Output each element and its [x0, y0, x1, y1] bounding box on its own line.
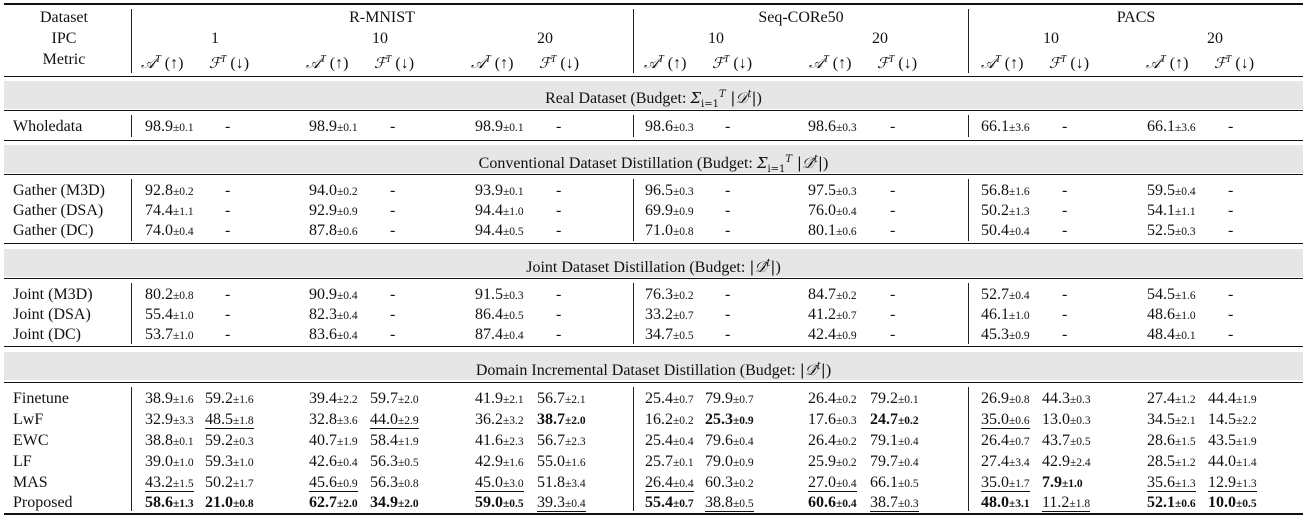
- col-separator: [131, 283, 132, 344]
- row-label: MAS: [13, 474, 48, 491]
- table-cell: -: [1228, 182, 1234, 199]
- row-label: Finetune: [13, 390, 69, 407]
- table-cell: 16.2±0.2: [645, 411, 694, 428]
- header-label-dataset: Dataset: [40, 9, 88, 26]
- table-cell: 82.3±0.4: [309, 306, 358, 323]
- table-cell: 41.9±2.1: [475, 390, 524, 407]
- table-cell: 66.1±3.6: [1147, 118, 1196, 135]
- col-separator: [633, 387, 634, 511]
- table-cell: -: [556, 326, 562, 343]
- section-title-text: Domain Incremental Dataset Distillation (Budget:: [475, 362, 800, 379]
- col-separator: [633, 179, 634, 241]
- table-cell: -: [1228, 306, 1234, 323]
- table-cell: 36.2±3.2: [475, 411, 524, 428]
- table-cell: 60.6±0.4: [808, 494, 857, 511]
- metric-accuracy-header: 𝒜$^T$ (↑): [471, 54, 514, 72]
- ipc-rmnist-20: 20: [537, 30, 553, 47]
- table-cell: -: [1062, 306, 1068, 323]
- table-cell: 94.4±0.5: [475, 222, 524, 239]
- metric-accuracy-header: 𝒜$^T$ (↑): [141, 54, 184, 72]
- table-cell: 12.9±1.3: [1208, 474, 1257, 491]
- table-cell: 91.5±0.3: [475, 286, 524, 303]
- table-cell: 59.7±2.0: [370, 390, 419, 407]
- table-cell: 45.3±0.9: [981, 326, 1030, 343]
- rule: [4, 382, 1303, 383]
- table-cell: -: [556, 118, 562, 135]
- table-cell: 40.7±1.9: [309, 432, 358, 449]
- table-cell: 79.7±0.4: [870, 453, 919, 470]
- table-cell: -: [556, 202, 562, 219]
- table-cell: 28.6±1.5: [1147, 432, 1196, 449]
- metric-forgetting-header: ℱ$^T$ (↓): [1049, 54, 1090, 72]
- table-cell: 43.7±0.5: [1042, 432, 1091, 449]
- table-cell: 28.5±1.2: [1147, 453, 1196, 470]
- table-cell: 54.1±1.1: [1147, 202, 1196, 219]
- header-label-ipc: IPC: [51, 30, 77, 47]
- table-cell: 32.8±3.6: [309, 411, 358, 428]
- table-cell: -: [390, 118, 396, 135]
- metric-accuracy-header: 𝒜$^T$ (↑): [981, 54, 1024, 72]
- table-cell: -: [1228, 202, 1234, 219]
- metric-accuracy-header: 𝒜$^T$ (↑): [306, 54, 349, 72]
- table-cell: 80.1±0.6: [808, 222, 857, 239]
- table-cell: 44.3±0.3: [1042, 390, 1091, 407]
- table-cell: 44.4±1.9: [1208, 390, 1257, 407]
- table-cell: 34.7±0.5: [645, 326, 694, 343]
- table-cell: 26.4±0.2: [808, 432, 857, 449]
- section-title-conventional: Conventional Dataset Distillation (Budget: $\Sigma_{i=1}^T$ |𝒟̂$^t$|): [478, 154, 829, 175]
- table-cell: 25.9±0.2: [808, 453, 857, 470]
- metric-accuracy-header: 𝒜$^T$ (↑): [644, 54, 687, 72]
- table-cell: -: [1228, 286, 1234, 303]
- table-cell: -: [390, 286, 396, 303]
- table-cell: -: [725, 306, 731, 323]
- table-cell: -: [890, 202, 896, 219]
- table-cell: -: [556, 222, 562, 239]
- table-cell: 87.8±0.6: [309, 222, 358, 239]
- table-cell: 41.6±2.3: [475, 432, 524, 449]
- col-separator: [131, 115, 132, 137]
- metric-forgetting-header: ℱ$^T$ (↓): [209, 54, 250, 72]
- metric-forgetting-header: ℱ$^T$ (↓): [712, 54, 753, 72]
- table-cell: 24.7±0.2: [870, 411, 919, 428]
- metric-accuracy-header: 𝒜$^T$ (↑): [1146, 54, 1189, 72]
- table-cell: 10.0±0.5: [1208, 494, 1257, 511]
- table-cell: 66.1±3.6: [981, 118, 1030, 135]
- row-label: Joint (DC): [13, 326, 81, 343]
- table-cell: 84.7±0.2: [808, 286, 857, 303]
- metric-accuracy-header: 𝒜$^T$ (↑): [809, 54, 852, 72]
- table-cell: 92.9±0.9: [309, 202, 358, 219]
- table-cell: 50.2±1.7: [205, 474, 254, 491]
- table-cell: 17.6±0.3: [808, 411, 857, 428]
- table-cell: 43.2±1.5: [145, 474, 194, 491]
- section-title-text: Conventional Dataset Distillation (Budget:: [478, 155, 757, 172]
- table-cell: -: [1062, 182, 1068, 199]
- table-cell: 14.5±2.2: [1208, 411, 1257, 428]
- table-cell: 39.4±2.2: [309, 390, 358, 407]
- table-cell: 54.5±1.6: [1147, 286, 1196, 303]
- table-cell: 27.4±3.4: [981, 453, 1030, 470]
- table-cell: -: [890, 118, 896, 135]
- table-cell: 7.9±1.0: [1042, 474, 1083, 491]
- table-cell: -: [890, 222, 896, 239]
- table-cell: 98.6±0.3: [645, 118, 694, 135]
- table-cell: 79.2±0.1: [870, 390, 919, 407]
- table-cell: 98.9±0.1: [475, 118, 524, 135]
- table-cell: 98.9±0.1: [145, 118, 194, 135]
- table-cell: -: [225, 182, 231, 199]
- row-label: Joint (M3D): [13, 286, 93, 303]
- table-cell: -: [225, 222, 231, 239]
- rule: [4, 278, 1303, 279]
- table-cell: 90.9±0.4: [309, 286, 358, 303]
- table-cell: 38.8±0.1: [145, 432, 194, 449]
- table-cell: 44.0±1.4: [1208, 453, 1257, 470]
- row-label: LwF: [13, 411, 44, 428]
- metric-forgetting-header: ℱ$^T$ (↓): [1214, 54, 1255, 72]
- table-cell: -: [390, 326, 396, 343]
- table-cell: 42.9±1.6: [475, 453, 524, 470]
- dataset-pacs: PACS: [1116, 9, 1156, 26]
- dataset-rmnist: R-MNIST: [349, 9, 415, 26]
- table-cell: 59.5±0.4: [1147, 182, 1196, 199]
- table-cell: 44.0±2.9: [370, 411, 419, 428]
- table-cell: -: [725, 326, 731, 343]
- table-cell: -: [725, 202, 731, 219]
- table-cell: 96.5±0.3: [645, 182, 694, 199]
- table-cell: 42.9±2.4: [1042, 453, 1091, 470]
- table-cell: 25.4±0.7: [645, 390, 694, 407]
- table-cell: -: [890, 326, 896, 343]
- table-cell: 94.4±1.0: [475, 202, 524, 219]
- table-cell: 66.1±0.5: [870, 474, 919, 491]
- col-separator: [968, 115, 969, 137]
- table-cell: 38.8±0.5: [705, 494, 754, 511]
- table-cell: -: [890, 286, 896, 303]
- table-cell: -: [890, 182, 896, 199]
- table-cell: 56.3±0.5: [370, 453, 419, 470]
- table-cell: 45.0±3.0: [475, 474, 524, 491]
- table-cell: 35.6±1.3: [1147, 474, 1196, 491]
- table-cell: -: [725, 118, 731, 135]
- table-cell: 39.0±1.0: [145, 453, 194, 470]
- table-cell: 35.0±1.7: [981, 474, 1030, 491]
- table-cell: 26.4±0.7: [981, 432, 1030, 449]
- section-title-joint: Joint Dataset Distillation (Budget: |𝒟̂$^t$|): [526, 258, 781, 276]
- top-rule: [4, 3, 1303, 5]
- table-cell: 48.0±3.1: [981, 494, 1030, 511]
- table-cell: 60.3±0.2: [705, 474, 754, 491]
- col-separator: [131, 387, 132, 511]
- table-cell: 43.5±1.9: [1208, 432, 1257, 449]
- row-label: Gather (M3D): [13, 182, 105, 199]
- table-cell: -: [225, 326, 231, 343]
- section-title-text: Joint Dataset Distillation (Budget:: [526, 259, 750, 276]
- metric-forgetting-header: ℱ$^T$ (↓): [877, 54, 918, 72]
- table-cell: 94.0±0.2: [309, 182, 358, 199]
- table-cell: 76.0±0.4: [808, 202, 857, 219]
- table-cell: 58.4±1.9: [370, 432, 419, 449]
- table-cell: 52.1±0.6: [1147, 494, 1196, 511]
- table-cell: 25.4±0.4: [645, 432, 694, 449]
- table-cell: -: [225, 202, 231, 219]
- table-cell: 87.4±0.4: [475, 326, 524, 343]
- table-cell: 38.7±0.3: [870, 494, 919, 511]
- table-cell: -: [556, 306, 562, 323]
- table-cell: -: [556, 182, 562, 199]
- table-cell: 41.2±0.7: [808, 306, 857, 323]
- table-cell: 25.3±0.9: [705, 411, 754, 428]
- table-cell: 58.6±1.3: [145, 494, 194, 511]
- table-cell: 79.6±0.4: [705, 432, 754, 449]
- table-cell: 79.1±0.4: [870, 432, 919, 449]
- rule: [4, 140, 1303, 141]
- table-cell: -: [1062, 286, 1068, 303]
- table-cell: 97.5±0.3: [808, 182, 857, 199]
- budget-formula: |𝒟̂$^t$|: [799, 361, 826, 379]
- rule: [4, 346, 1303, 347]
- table-cell: 32.9±3.3: [145, 411, 194, 428]
- table-cell: 38.7±2.0: [537, 411, 586, 428]
- col-separator: [968, 387, 969, 511]
- table-cell: 11.2±1.8: [1042, 494, 1091, 511]
- table-cell: 79.9±0.7: [705, 390, 754, 407]
- table-cell: -: [1062, 326, 1068, 343]
- table-cell: 52.7±0.4: [981, 286, 1030, 303]
- table-cell: 62.7±2.0: [309, 494, 358, 511]
- table-cell: 79.0±0.9: [705, 453, 754, 470]
- table-cell: 35.0±0.6: [981, 411, 1030, 428]
- table-cell: 86.4±0.5: [475, 306, 524, 323]
- table-cell: 42.4±0.9: [808, 326, 857, 343]
- table-cell: 56.7±2.1: [537, 390, 586, 407]
- header-label-metric: Metric: [42, 51, 86, 68]
- table-cell: 74.0±0.4: [145, 222, 194, 239]
- table-cell: 83.6±0.4: [309, 326, 358, 343]
- ipc-pacs-20: 20: [1207, 30, 1223, 47]
- table-cell: 13.0±0.3: [1042, 411, 1091, 428]
- budget-formula: $\Sigma_{i=1}^T$ |𝒟̂$^t$|: [756, 154, 823, 175]
- table-cell: 59.2±1.6: [205, 390, 254, 407]
- ipc-rmnist-10: 10: [372, 30, 388, 47]
- col-separator: [633, 283, 634, 344]
- col-separator: [968, 283, 969, 344]
- table-cell: 55.4±1.0: [145, 306, 194, 323]
- ipc-core50-10: 10: [708, 30, 724, 47]
- col-separator: [968, 179, 969, 241]
- table-cell: 92.8±0.2: [145, 182, 194, 199]
- table-cell: -: [1062, 202, 1068, 219]
- table-cell: 39.3±0.4: [537, 494, 586, 511]
- table-cell: 48.5±1.8: [205, 411, 254, 428]
- table-cell: 45.6±0.9: [309, 474, 358, 491]
- metric-forgetting-header: ℱ$^T$ (↓): [374, 54, 415, 72]
- table-cell: 34.5±2.1: [1147, 411, 1196, 428]
- col-separator: [131, 179, 132, 241]
- table-cell: 98.9±0.1: [309, 118, 358, 135]
- table-cell: 55.4±0.7: [645, 494, 694, 511]
- table-cell: 71.0±0.8: [645, 222, 694, 239]
- section-title-real: Real Dataset (Budget: $\Sigma_{i=1}^T$ |𝒟$^t$|): [545, 89, 762, 110]
- table-cell: 52.5±0.3: [1147, 222, 1196, 239]
- table-cell: 38.9±1.6: [145, 390, 194, 407]
- table-cell: -: [390, 306, 396, 323]
- table-cell: -: [556, 286, 562, 303]
- table-cell: -: [725, 222, 731, 239]
- row-label: Wholedata: [13, 118, 83, 135]
- table-cell: -: [225, 286, 231, 303]
- row-label: Gather (DC): [13, 222, 94, 239]
- table-cell: -: [1062, 118, 1068, 135]
- table-cell: -: [725, 182, 731, 199]
- table-cell: 48.6±1.0: [1147, 306, 1196, 323]
- dataset-core50: Seq-CORe50: [758, 9, 844, 26]
- table-cell: 69.9±0.9: [645, 202, 694, 219]
- table-cell: 50.4±0.4: [981, 222, 1030, 239]
- ipc-core50-20: 20: [872, 30, 888, 47]
- table-cell: -: [390, 202, 396, 219]
- table-cell: 74.4±1.1: [145, 202, 194, 219]
- table-cell: 93.9±0.1: [475, 182, 524, 199]
- table-cell: 42.6±0.4: [309, 453, 358, 470]
- table-cell: 26.4±0.4: [645, 474, 694, 491]
- section-title-domain-incremental: Domain Incremental Dataset Distillation (Budget: |𝒟̂$^t$|): [475, 361, 832, 379]
- table-cell: -: [1228, 118, 1234, 135]
- ipc-rmnist-1: 1: [211, 30, 219, 47]
- table-cell: 55.0±1.6: [537, 453, 586, 470]
- table-cell: 80.2±0.8: [145, 286, 194, 303]
- bottom-rule: [4, 513, 1303, 515]
- row-label: Gather (DSA): [13, 202, 104, 219]
- budget-formula: $\Sigma_{i=1}^T$ |𝒟$^t$|: [690, 89, 757, 110]
- table-cell: 56.3±0.8: [370, 474, 419, 491]
- rule: [4, 243, 1303, 244]
- table-cell: 21.0±0.8: [205, 494, 254, 511]
- table-cell: 33.2±0.7: [645, 306, 694, 323]
- table-cell: -: [1062, 222, 1068, 239]
- table-cell: 59.3±1.0: [205, 453, 254, 470]
- budget-formula: |𝒟̂$^t$|: [749, 258, 776, 276]
- table-cell: 53.7±1.0: [145, 326, 194, 343]
- table-cell: -: [390, 182, 396, 199]
- table-cell: 34.9±2.0: [370, 494, 419, 511]
- table-cell: 25.7±0.1: [645, 453, 694, 470]
- ipc-pacs-10: 10: [1043, 30, 1059, 47]
- table-cell: 27.4±1.2: [1147, 390, 1196, 407]
- table-cell: 59.2±0.3: [205, 432, 254, 449]
- table-cell: -: [390, 222, 396, 239]
- row-label: Joint (DSA): [13, 306, 91, 323]
- table-cell: 46.1±1.0: [981, 306, 1030, 323]
- table-cell: 50.2±1.3: [981, 202, 1030, 219]
- metric-forgetting-header: ℱ$^T$ (↓): [539, 54, 580, 72]
- table-cell: 51.8±3.4: [537, 474, 586, 491]
- table-cell: -: [225, 306, 231, 323]
- table-cell: 26.4±0.2: [808, 390, 857, 407]
- col-separator: [633, 115, 634, 137]
- section-title-text: Real Dataset (Budget:: [545, 90, 691, 107]
- table-cell: 26.9±0.8: [981, 390, 1030, 407]
- table-cell: 48.4±0.1: [1147, 326, 1196, 343]
- table-cell: -: [1228, 222, 1234, 239]
- table-cell: -: [725, 286, 731, 303]
- table-cell: 98.6±0.3: [808, 118, 857, 135]
- header-bottom-rule: [4, 76, 1303, 77]
- table-cell: -: [890, 306, 896, 323]
- table-cell: -: [225, 118, 231, 135]
- table-cell: 76.3±0.2: [645, 286, 694, 303]
- row-label: EWC: [13, 432, 49, 449]
- table-cell: 27.0±0.4: [808, 474, 857, 491]
- table-cell: 56.7±2.3: [537, 432, 586, 449]
- table-cell: 59.0±0.5: [475, 494, 524, 511]
- row-label: LF: [13, 453, 32, 470]
- table-cell: 56.8±1.6: [981, 182, 1030, 199]
- table-cell: -: [1228, 326, 1234, 343]
- row-label: Proposed: [13, 494, 73, 511]
